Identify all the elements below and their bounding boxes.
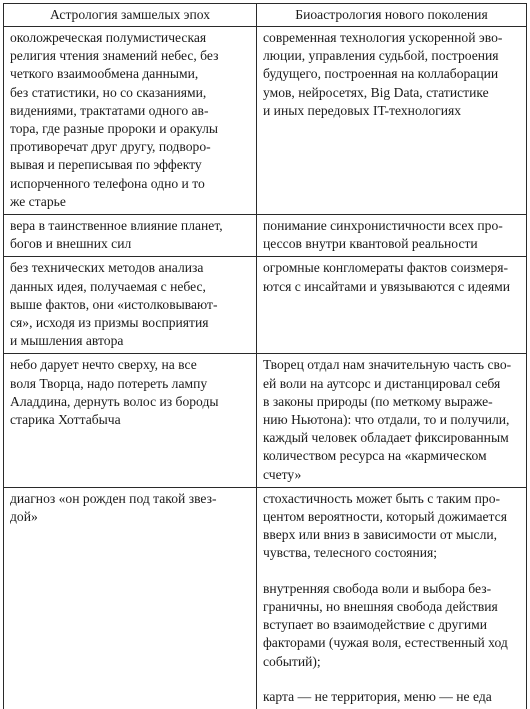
cell-old-astrology — [4, 487, 257, 709]
table-row — [4, 27, 527, 215]
table-row — [4, 354, 527, 487]
cell-bioastrology — [257, 257, 527, 354]
cell-old-astrology — [4, 354, 257, 487]
cell-bioastrology — [257, 487, 527, 709]
cell-bioastrology — [257, 215, 527, 257]
table-row — [4, 487, 527, 709]
cell-text: огромные конгломераты фактов соизмеря- ются с инсайтами и увязываются с идеями — [263, 260, 510, 294]
cell-old-astrology — [4, 257, 257, 354]
table-row — [4, 215, 527, 257]
cell-text: небо дарует нечто сверху, на все воля Творца, надо потереть лампу Аладдина, дернуть волос из бороды старика Хоттабыча — [10, 357, 219, 428]
cell-text: понимание синхронистичности всех про- цессов внутри квантовой реальности — [263, 218, 503, 252]
cell-text: без технических методов анализа данных идея, получаемая с небес, выше фактов, они «истолковывают- ся», исходя из призмы восприятия и мышления автора — [10, 260, 218, 349]
header-left: Астрология замшелых эпох — [4, 4, 257, 27]
cell-text: внутренняя свобода воли и выбора без- граничны, но внешняя свобода действия вступает во взаимодействие с другими факторами (чужая воля, естественный ход событий); — [263, 580, 508, 669]
header-row — [4, 4, 527, 27]
cell-bioastrology — [257, 354, 527, 487]
comparison-table — [3, 3, 527, 709]
cell-text: диагноз «он рожден под такой звез- дой» — [10, 490, 217, 525]
table-row — [4, 257, 527, 354]
cell-text: карта — не территория, меню — не еда — [263, 688, 492, 704]
header-right: Биоастрология нового поколения — [257, 4, 527, 27]
cell-old-astrology — [4, 215, 257, 257]
cell-text: вера в таинственное влияние планет, богов и внешних сил — [10, 218, 223, 252]
cell-text: Творец отдал нам значительную часть сво- ей воли на аутсорс и дистанцировал себя в законы природы (по меткому выраже- нию Ньютона): что отдали, то и получили, каждый человек обладает фиксированным количеством ресурса на «кармическом счету» — [263, 357, 512, 482]
cell-text: околожреческая полумистическая религия чтения знамений небес, без четкого взаимообмена данными, без статистики, но со сказаниями, видениями, трактатами одного ав- тора, где разные пророки и оракулы противоречат друг другу, подворо- вывая и переписывая по эффекту испорченного телефона одно и то же старье — [10, 30, 219, 209]
cell-text: стохастичность может быть с таким про- центом вероятности, который дожимается вверх или вниз в зависимости от мысли, чувства, телесного состояния; — [263, 490, 507, 561]
cell-old-astrology — [4, 27, 257, 215]
cell-text: современная технология ускоренной эво- люции, управления судьбой, построения будущего, построенная на коллаборации умов, нейросетях, Big Data, статистике и иных передовых IT-технологиях — [263, 30, 503, 118]
cell-bioastrology — [257, 27, 527, 215]
